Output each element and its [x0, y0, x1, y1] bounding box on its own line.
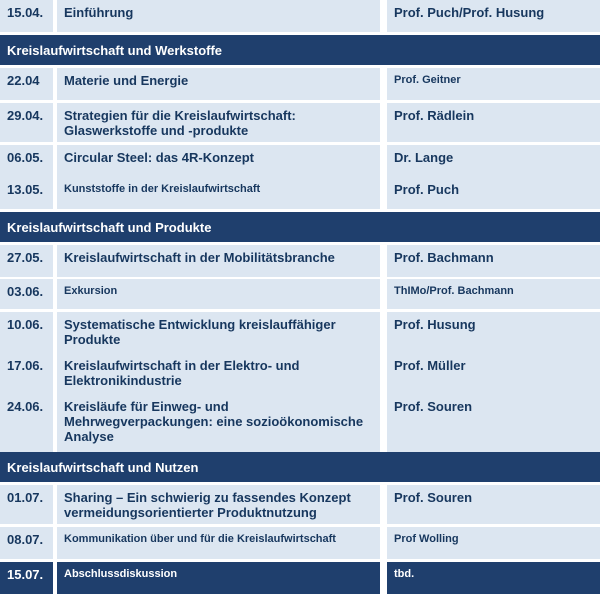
- date-cell: [0, 312, 53, 353]
- topic-text: Sharing – Ein schwierig zu fassendes Konzept vermeidungsorientierter Produktnutzung: [64, 490, 351, 520]
- speaker-text: Prof. Husung: [394, 317, 476, 332]
- topic-cell: [57, 562, 380, 594]
- date-cell: [0, 562, 53, 594]
- speaker-text: Prof. Geitner: [394, 74, 461, 86]
- schedule-row: [0, 485, 600, 524]
- schedule-row: [0, 68, 600, 100]
- speaker-cell: [387, 103, 600, 142]
- topic-cell: [57, 353, 380, 394]
- date-cell: [0, 68, 53, 100]
- schedule-row: [0, 562, 600, 594]
- speaker-text: Prof. Bachmann: [394, 250, 494, 265]
- topic-text: Kreislaufwirtschaft in der Mobilitätsbranche: [64, 250, 335, 265]
- topic-text: Strategien für die Kreislaufwirtschaft: Glaswerkstoffe und -produkte: [64, 108, 296, 138]
- topic-cell: [57, 0, 380, 32]
- topic-text: Kommunikation über und für die Kreislaufwirtschaft: [64, 533, 336, 545]
- schedule-row: [0, 279, 600, 309]
- topic-cell: [57, 245, 380, 277]
- date-cell: [0, 145, 53, 177]
- schedule-row: [0, 353, 600, 394]
- date-cell: [0, 245, 53, 277]
- date-cell: [0, 0, 53, 32]
- schedule-row: [0, 0, 600, 32]
- date-text: 15.07.: [7, 567, 44, 582]
- topic-cell: [57, 145, 380, 177]
- date-text: 06.05.: [7, 150, 44, 165]
- topic-cell: [57, 312, 380, 353]
- schedule-row: [0, 245, 600, 277]
- speaker-text: Prof. Puch/Prof. Husung: [394, 5, 545, 20]
- speaker-cell: [387, 312, 600, 353]
- schedule-row: [0, 145, 600, 177]
- date-cell: [0, 103, 53, 142]
- section-title: Kreislaufwirtschaft und Nutzen: [7, 460, 199, 475]
- speaker-text: Prof. Müller: [394, 358, 466, 373]
- section-title: Kreislaufwirtschaft und Produkte: [7, 220, 212, 235]
- section-title: Kreislaufwirtschaft und Werkstoffe: [7, 43, 223, 58]
- speaker-text: Prof. Souren: [394, 399, 473, 414]
- topic-text: Kreislaufwirtschaft in der Elektro- und Elektronikindustrie: [64, 358, 300, 388]
- date-cell: [0, 353, 53, 394]
- speaker-text: Prof. Puch: [394, 182, 460, 197]
- topic-text: Materie und Energie: [64, 73, 189, 88]
- speaker-text: Prof. Souren: [394, 490, 473, 505]
- topic-text: Circular Steel: das 4R-Konzept: [64, 150, 254, 165]
- date-text: 15.04.: [7, 5, 44, 20]
- date-text: 10.06.: [7, 317, 44, 332]
- topic-cell: [57, 279, 380, 309]
- section-header: [0, 452, 600, 482]
- speaker-cell: [387, 394, 600, 454]
- topic-text: Exkursion: [64, 285, 118, 297]
- topic-text: Abschlussdiskussion: [64, 568, 178, 580]
- date-cell: [0, 177, 53, 209]
- speaker-cell: [387, 353, 600, 394]
- date-text: 13.05.: [7, 182, 44, 197]
- speaker-text: tbd.: [394, 568, 415, 580]
- speaker-text: Dr. Lange: [394, 150, 454, 165]
- topic-cell: [57, 177, 380, 209]
- schedule-row: [0, 394, 600, 454]
- topic-cell: [57, 394, 380, 454]
- date-text: 01.07.: [7, 490, 44, 505]
- topic-cell: [57, 68, 380, 100]
- speaker-cell: [387, 0, 600, 32]
- speaker-cell: [387, 279, 600, 309]
- date-cell: [0, 485, 53, 524]
- date-text: 17.06.: [7, 358, 44, 373]
- section-header: [0, 35, 600, 65]
- schedule-row: [0, 527, 600, 559]
- date-text: 22.04: [7, 73, 40, 88]
- speaker-cell: [387, 562, 600, 594]
- topic-cell: [57, 103, 380, 142]
- section-header: [0, 212, 600, 242]
- topic-text: Systematische Entwicklung kreislauffähiger Produkte: [64, 317, 336, 347]
- date-text: 27.05.: [7, 250, 44, 265]
- topic-cell: [57, 527, 380, 559]
- date-text: 08.07.: [7, 532, 44, 547]
- speaker-cell: [387, 177, 600, 209]
- topic-text: Einführung: [64, 5, 134, 20]
- date-text: 24.06.: [7, 399, 44, 414]
- schedule-row: [0, 103, 600, 142]
- date-text: 03.06.: [7, 284, 44, 299]
- topic-cell: [57, 485, 380, 524]
- speaker-cell: [387, 245, 600, 277]
- date-cell: [0, 527, 53, 559]
- speaker-cell: [387, 485, 600, 524]
- speaker-cell: [387, 68, 600, 100]
- topic-text: Kunststoffe in der Kreislaufwirtschaft: [64, 183, 261, 195]
- speaker-cell: [387, 145, 600, 177]
- speaker-text: Prof Wolling: [394, 533, 459, 545]
- date-cell: [0, 279, 53, 309]
- schedule-row: [0, 177, 600, 209]
- topic-text: Kreisläufe für Einweg- und Mehrwegverpackungen: eine sozioökonomische Analyse: [64, 399, 364, 444]
- date-cell: [0, 394, 53, 454]
- speaker-cell: [387, 527, 600, 559]
- speaker-text: ThIMo/Prof. Bachmann: [394, 285, 514, 297]
- speaker-text: Prof. Rädlein: [394, 108, 475, 123]
- date-text: 29.04.: [7, 108, 44, 123]
- schedule-row: [0, 312, 600, 353]
